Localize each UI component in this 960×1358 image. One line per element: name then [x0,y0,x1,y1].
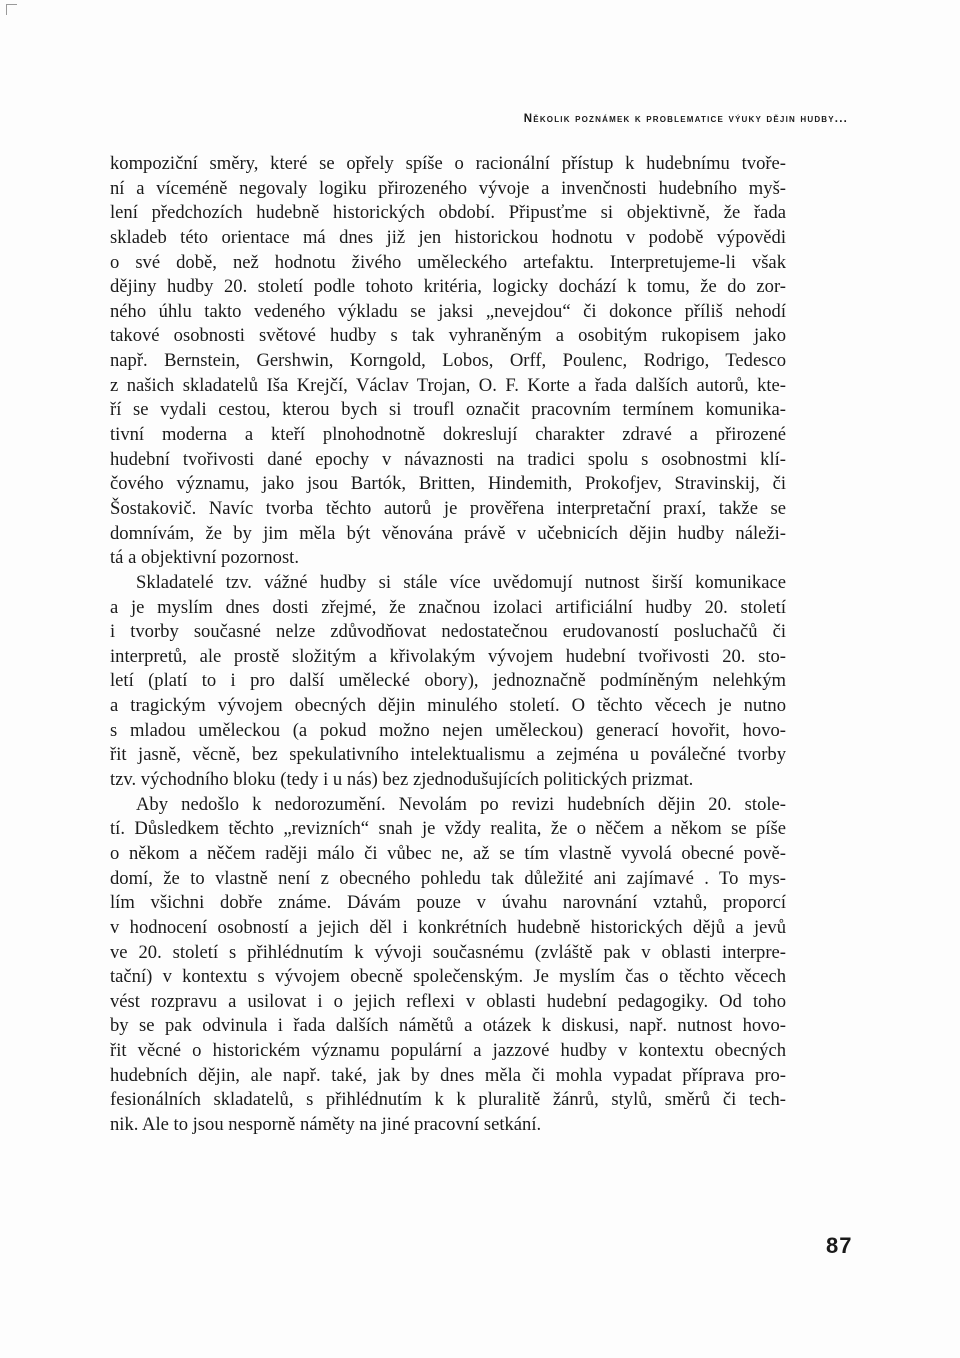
paragraph-first-line: Aby nedošlo k nedorozumění. Nevolám po revizi hudebních dějin 20. stole- [136,793,786,815]
paragraph-line: ní a víceméně negovaly logiku přirozeného vývoje a invenčnosti hudebního myš- [110,177,786,199]
paragraph-line: skladeb této orientace má dnes již jen historickou hodnotu v podobě výpovědi [110,226,786,248]
paragraph-line: řit jasně, věcně, bez spekulativního intelektualismu a zejména u poválečné tvorby [110,744,786,766]
paragraph-line: o někom a něčem raději málo či vůbec ne, až se tím vlastně vyvolá obecné pově- [110,842,786,864]
paragraph-line: z našich skladatelů Iša Krejčí, Václav Trojan, O. F. Korte a řada dalších autorů, kte- [110,374,786,396]
paragraph-line: a tragickým vývojem obecných dějin minulého století. O těchto věcech je nutno [110,695,786,717]
paragraph-line: ného úhlu takto vedeného výkladu se jaksi „nevejdou“ či dokonce příliš nehodí [110,300,786,322]
paragraph-line: interpretů, ale prostě složitým a křivolakým vývojem hudební tvořivosti 20. sto- [110,645,786,667]
paragraph-line: kompoziční směry, které se opřely spíše o racionální přístup k hudebnímu tvoře- [110,153,786,174]
paragraph-line: tivní moderna a kteří plnohodnotně dokreslují charakter zdravé a přirozené [110,424,786,446]
paragraph-line: s mladou uměleckou (a pokud možno nejen uměleckou) generací hovořit, hovo- [110,719,786,741]
paragraph-line: vést rozpravu a usilovat i o jejich reflexi v oblasti hudební pedagogiky. Od toho [110,990,786,1012]
paragraph-line: v hodnocení osobností a jejich děl i konkrétních hudebně historických dějů a jevů [110,916,786,938]
paragraph-line: např. Bernstein, Gershwin, Korngold, Lobos, Orff, Poulenc, Rodrigo, Tedesco [110,350,786,372]
scan-corner-mark [6,4,17,15]
paragraph-line: by se pak odvinula i řada dalších námětů a otázek k diskusi, např. nutnost hovo- [110,1015,786,1037]
paragraph-line: ří se vydali cestou, kterou bych si troufl označit pracovním termínem komunika- [110,399,786,421]
body-text [110,152,786,1138]
paragraph-line: ve 20. století s přihlédnutím k vývoji současnému (zvláště pak v oblasti interpre- [110,941,786,963]
paragraph-line: i tvorby současné nelze zdůvodňovat nedostatečnou erudovaností posluchačů či [110,621,786,643]
paragraph-line: dějiny hudby 20. století podle tohoto kritéria, logicky dochází k tomu, že do zor- [110,276,786,298]
paragraph-line: takové osobnosti světové hudby s tak vyhraněným a osobitým rukopisem jako [110,325,786,347]
paragraph-line: tační) v kontextu s vývojem obecně společenským. Je myslím čas o těchto věcech [110,966,786,988]
paragraph-line: tí. Důsledkem těchto „revizních“ snah je vždy realita, že o něčem a někom se píše [110,818,786,840]
paragraph-line: a je myslím dnes dosti zřejmé, že značnou izolaci artificiální hudby 20. století [110,596,786,618]
paragraph-first-line: Skladatelé tzv. vážné hudby si stále více uvědomují nutnost širší komunikace [136,571,786,593]
paragraph-line: hudebních dějin, ale např. také, jak by dnes měla či mohla vypadat příprava pro- [110,1064,786,1086]
paragraph-line: domí, že to vlastně není z obecného pohledu tak důležité ani zajímavé . To mys- [110,867,786,889]
paragraph-line: lím všichni dobře známe. Dávám pouze v úvahu narovnání vztahů, proporcí [110,892,786,914]
paragraph-line: lení předchozích hudebně historických období. Připusťme si objektivně, že řada [110,202,786,224]
paragraph-last-line: nik. Ale to jsou nesporně náměty na jiné pracovní setkání. [110,1113,542,1135]
paragraph-line: o své době, než hodnotu živého uměleckého artefaktu. Interpretujeme-li však [110,251,786,273]
paragraph-last-line: tá a objektivní pozornost. [110,547,299,569]
paragraph-line: řit věcné o historickém významu populární a jazzové hudby v kontextu obecných [110,1040,786,1062]
paragraph-last-line: tzv. východního bloku (tedy i u nás) bez zjednodušujících politických prizmat. [110,769,694,791]
paragraph-line: letí (platí to i pro další umělecké obory), jednoznačně podmíněným nelehkým [110,670,786,692]
paragraph-line: fesionálních skladatelů, s přihlédnutím k k pluralitě žánrů, stylů, směrů či tech- [110,1089,786,1111]
paragraph-line: Šostakovič. Navíc tvorba těchto autorů je prověřena interpretační praxí, takže se [110,497,786,519]
page-number: 87 [826,1233,853,1258]
paragraph-line: čového významu, jako jsou Bartók, Britten, Hindemith, Prokofjev, Stravinskij, či [110,473,786,495]
paragraph-line: hudební tvořivosti dané epochy v návaznosti na tradici spolu s osobnostmi klí- [110,448,786,470]
running-header: Několik poznámek k problematice výuky dějin hudby... [523,113,848,125]
paragraph-line: domnívám, že by jim měla být věnována právě v učebnicích dějin hudby náleži- [110,522,786,544]
